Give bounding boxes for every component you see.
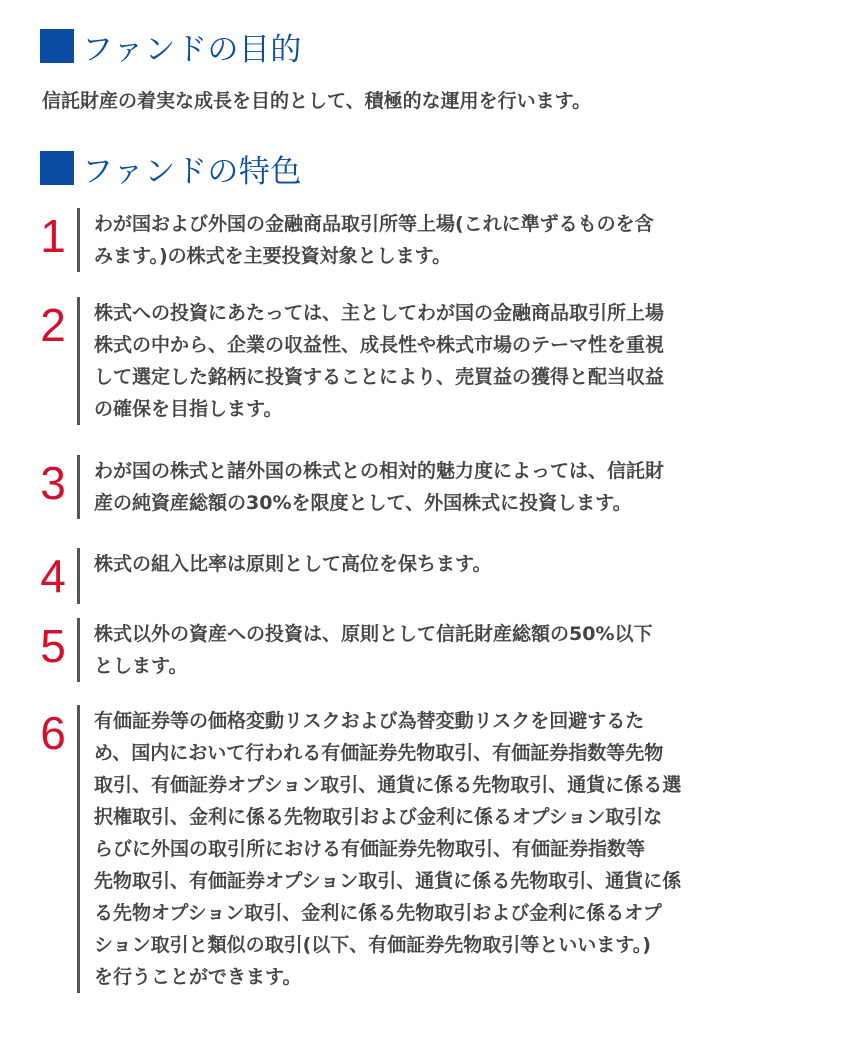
fund-purpose-text: 信託財産の着実な成長を目的として、積極的な運用を行います。	[42, 90, 592, 112]
feature-text-line: を行うことができます。	[94, 966, 302, 988]
heading-square-icon	[40, 151, 74, 185]
fund-purpose-heading	[40, 26, 302, 66]
feature-item	[36, 548, 796, 604]
feature-number: 2	[40, 299, 66, 351]
feature-item	[36, 455, 796, 519]
feature-text-line: らびに外国の取引所における有価証券先物取引、有価証券指数等	[94, 838, 646, 860]
feature-number: 1	[40, 210, 66, 262]
feature-text-line: 択権取引、金利に係る先物取引および金利に係るオプション取引な	[94, 806, 663, 828]
feature-number: 5	[40, 620, 66, 672]
feature-divider	[77, 455, 80, 519]
feature-text-line: とします。	[94, 655, 188, 677]
feature-text-line: 株式以外の資産への投資は、原則として信託財産総額の50%以下	[94, 623, 653, 645]
feature-number: 4	[40, 550, 66, 602]
heading-square-icon	[40, 29, 74, 63]
feature-text-line: 先物取引、有価証券オプション取引、通貨に係る先物取引、通貨に係	[94, 870, 682, 892]
feature-text-line: 株式の組入比率は原則として高位を保ちます。	[94, 553, 492, 575]
feature-text	[94, 548, 796, 580]
feature-text-line: して選定した銘柄に投資することにより、売買益の獲得と配当収益	[94, 366, 665, 388]
feature-text-line: の確保を目指します。	[94, 398, 283, 420]
feature-item	[36, 297, 796, 425]
feature-text-line: わが国および外国の金融商品取引所等上場(これに準ずるものを含	[94, 213, 654, 235]
feature-text	[94, 208, 796, 272]
feature-divider	[77, 548, 80, 604]
feature-number: 3	[40, 457, 66, 509]
feature-text-line: わが国の株式と諸外国の株式との相対的魅力度によっては、信託財	[94, 460, 665, 482]
feature-text	[94, 297, 796, 425]
fund-features-heading	[40, 148, 302, 188]
fund-purpose-heading-text: ファンドの目的	[82, 31, 302, 68]
feature-text-line: め、国内において行われる有価証券先物取引、有価証券指数等先物	[94, 742, 664, 764]
feature-text-line: 株式の中から、企業の収益性、成長性や株式市場のテーマ性を重視	[94, 334, 665, 356]
feature-number: 6	[40, 707, 66, 759]
feature-item	[36, 208, 796, 272]
feature-text-line: ション取引と類似の取引(以下、有価証券先物取引等といいます。)	[94, 934, 651, 956]
fund-features-heading-text: ファンドの特色	[82, 153, 302, 190]
feature-divider	[77, 297, 80, 425]
feature-divider	[77, 208, 80, 272]
feature-text-line: 有価証券等の価格変動リスクおよび為替変動リスクを回避するた	[94, 710, 645, 732]
feature-item	[36, 705, 796, 993]
feature-text-line: 産の純資産総額の30%を限度として、外国株式に投資します。	[94, 492, 632, 514]
feature-divider	[77, 618, 80, 682]
feature-text-line: 株式への投資にあたっては、主としてわが国の金融商品取引所上場	[94, 302, 665, 324]
feature-text-line: 取引、有価証券オプション取引、通貨に係る先物取引、通貨に係る選	[94, 774, 682, 796]
feature-text-line: みます。)の株式を主要投資対象とします。	[94, 245, 452, 267]
feature-text	[94, 705, 796, 993]
feature-divider	[77, 705, 80, 993]
feature-text	[94, 455, 796, 519]
feature-text-line: る先物オプション取引、金利に係る先物取引および金利に係るオプ	[94, 902, 662, 924]
feature-item	[36, 618, 796, 682]
feature-text	[94, 618, 796, 682]
